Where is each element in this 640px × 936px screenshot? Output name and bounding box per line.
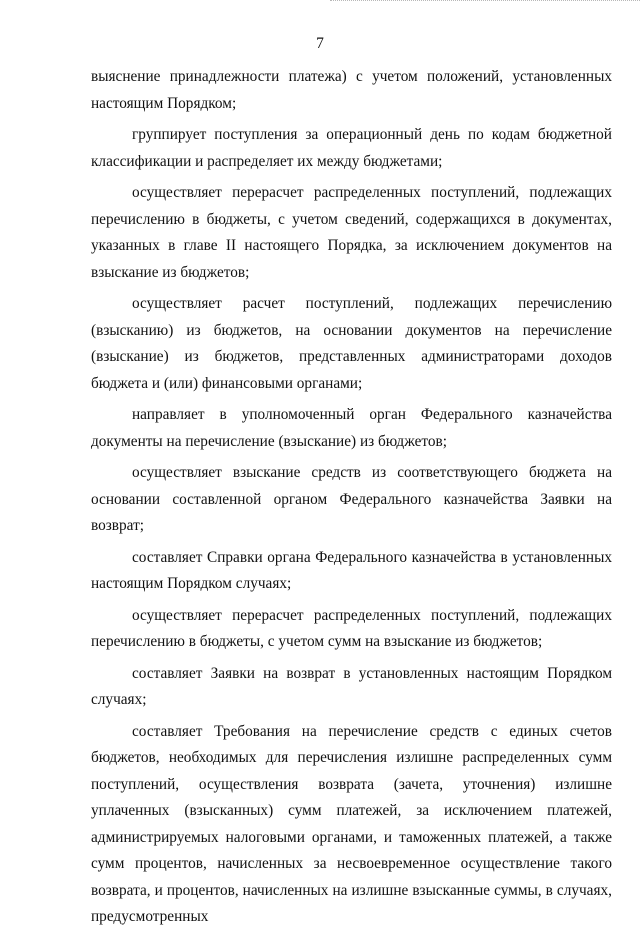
paragraph-5: направляет в уполномоченный орган Федерального казначейства документы на перечисление (взыскание) из бюджетов;	[91, 406, 612, 450]
paragraph-10: составляет Требования на перечисление средств с единых счетов бюджетов, необходимых для перечисления излишне распределенных сумм поступлений, осуществления возврата (зачета, уточнения) излишне уплаченных (взысканных) сумм платежей, за исключением платежей, администрируемых налоговыми органами, и таможенных платежей, а также сумм процентов, начисленных за несвоевременное осуществление такого возврата, и процентов, начисленных на излишне взысканные суммы, в случаях, предусмотренных	[91, 722, 612, 925]
paragraph-6: осуществляет взыскание средств из соответствующего бюджета на основании составленной органом Федерального казначейства Заявки на возврат;	[91, 464, 612, 534]
paragraph-8: осуществляет перерасчет распределенных поступлений, подлежащих перечислению в бюджеты, с учетом сумм на взыскание из бюджетов;	[91, 606, 612, 650]
paragraph-4: осуществляет расчет поступлений, подлежащих перечислению (взысканию) из бюджетов, на основании документов на перечисление (взыскание) из бюджетов, представленных администраторами доходов бюджета и (или) финансовыми органами;	[91, 295, 612, 392]
document-body	[91, 64, 612, 936]
paragraph-9: составляет Заявки на возврат в установленных настоящим Порядком случаях;	[91, 664, 612, 708]
paragraph-1: выяснение принадлежности платежа) с учетом положений, установленных настоящим Порядком;	[91, 68, 612, 112]
paragraph-7: составляет Справки органа Федерального казначейства в установленных настоящим Порядком случаях;	[91, 548, 612, 592]
paragraph-3: осуществляет перерасчет распределенных поступлений, подлежащих перечислению в бюджеты, с учетом сведений, содержащихся в документах, указанных в главе II настоящего Порядка, за исключением документов на взыскание из бюджетов;	[91, 184, 612, 281]
paragraph-2: группирует поступления за операционный день по кодам бюджетной классификации и распределяет их между бюджетами;	[91, 126, 612, 170]
scan-edge-line	[330, 0, 640, 2]
page-number: 7	[316, 35, 324, 52]
